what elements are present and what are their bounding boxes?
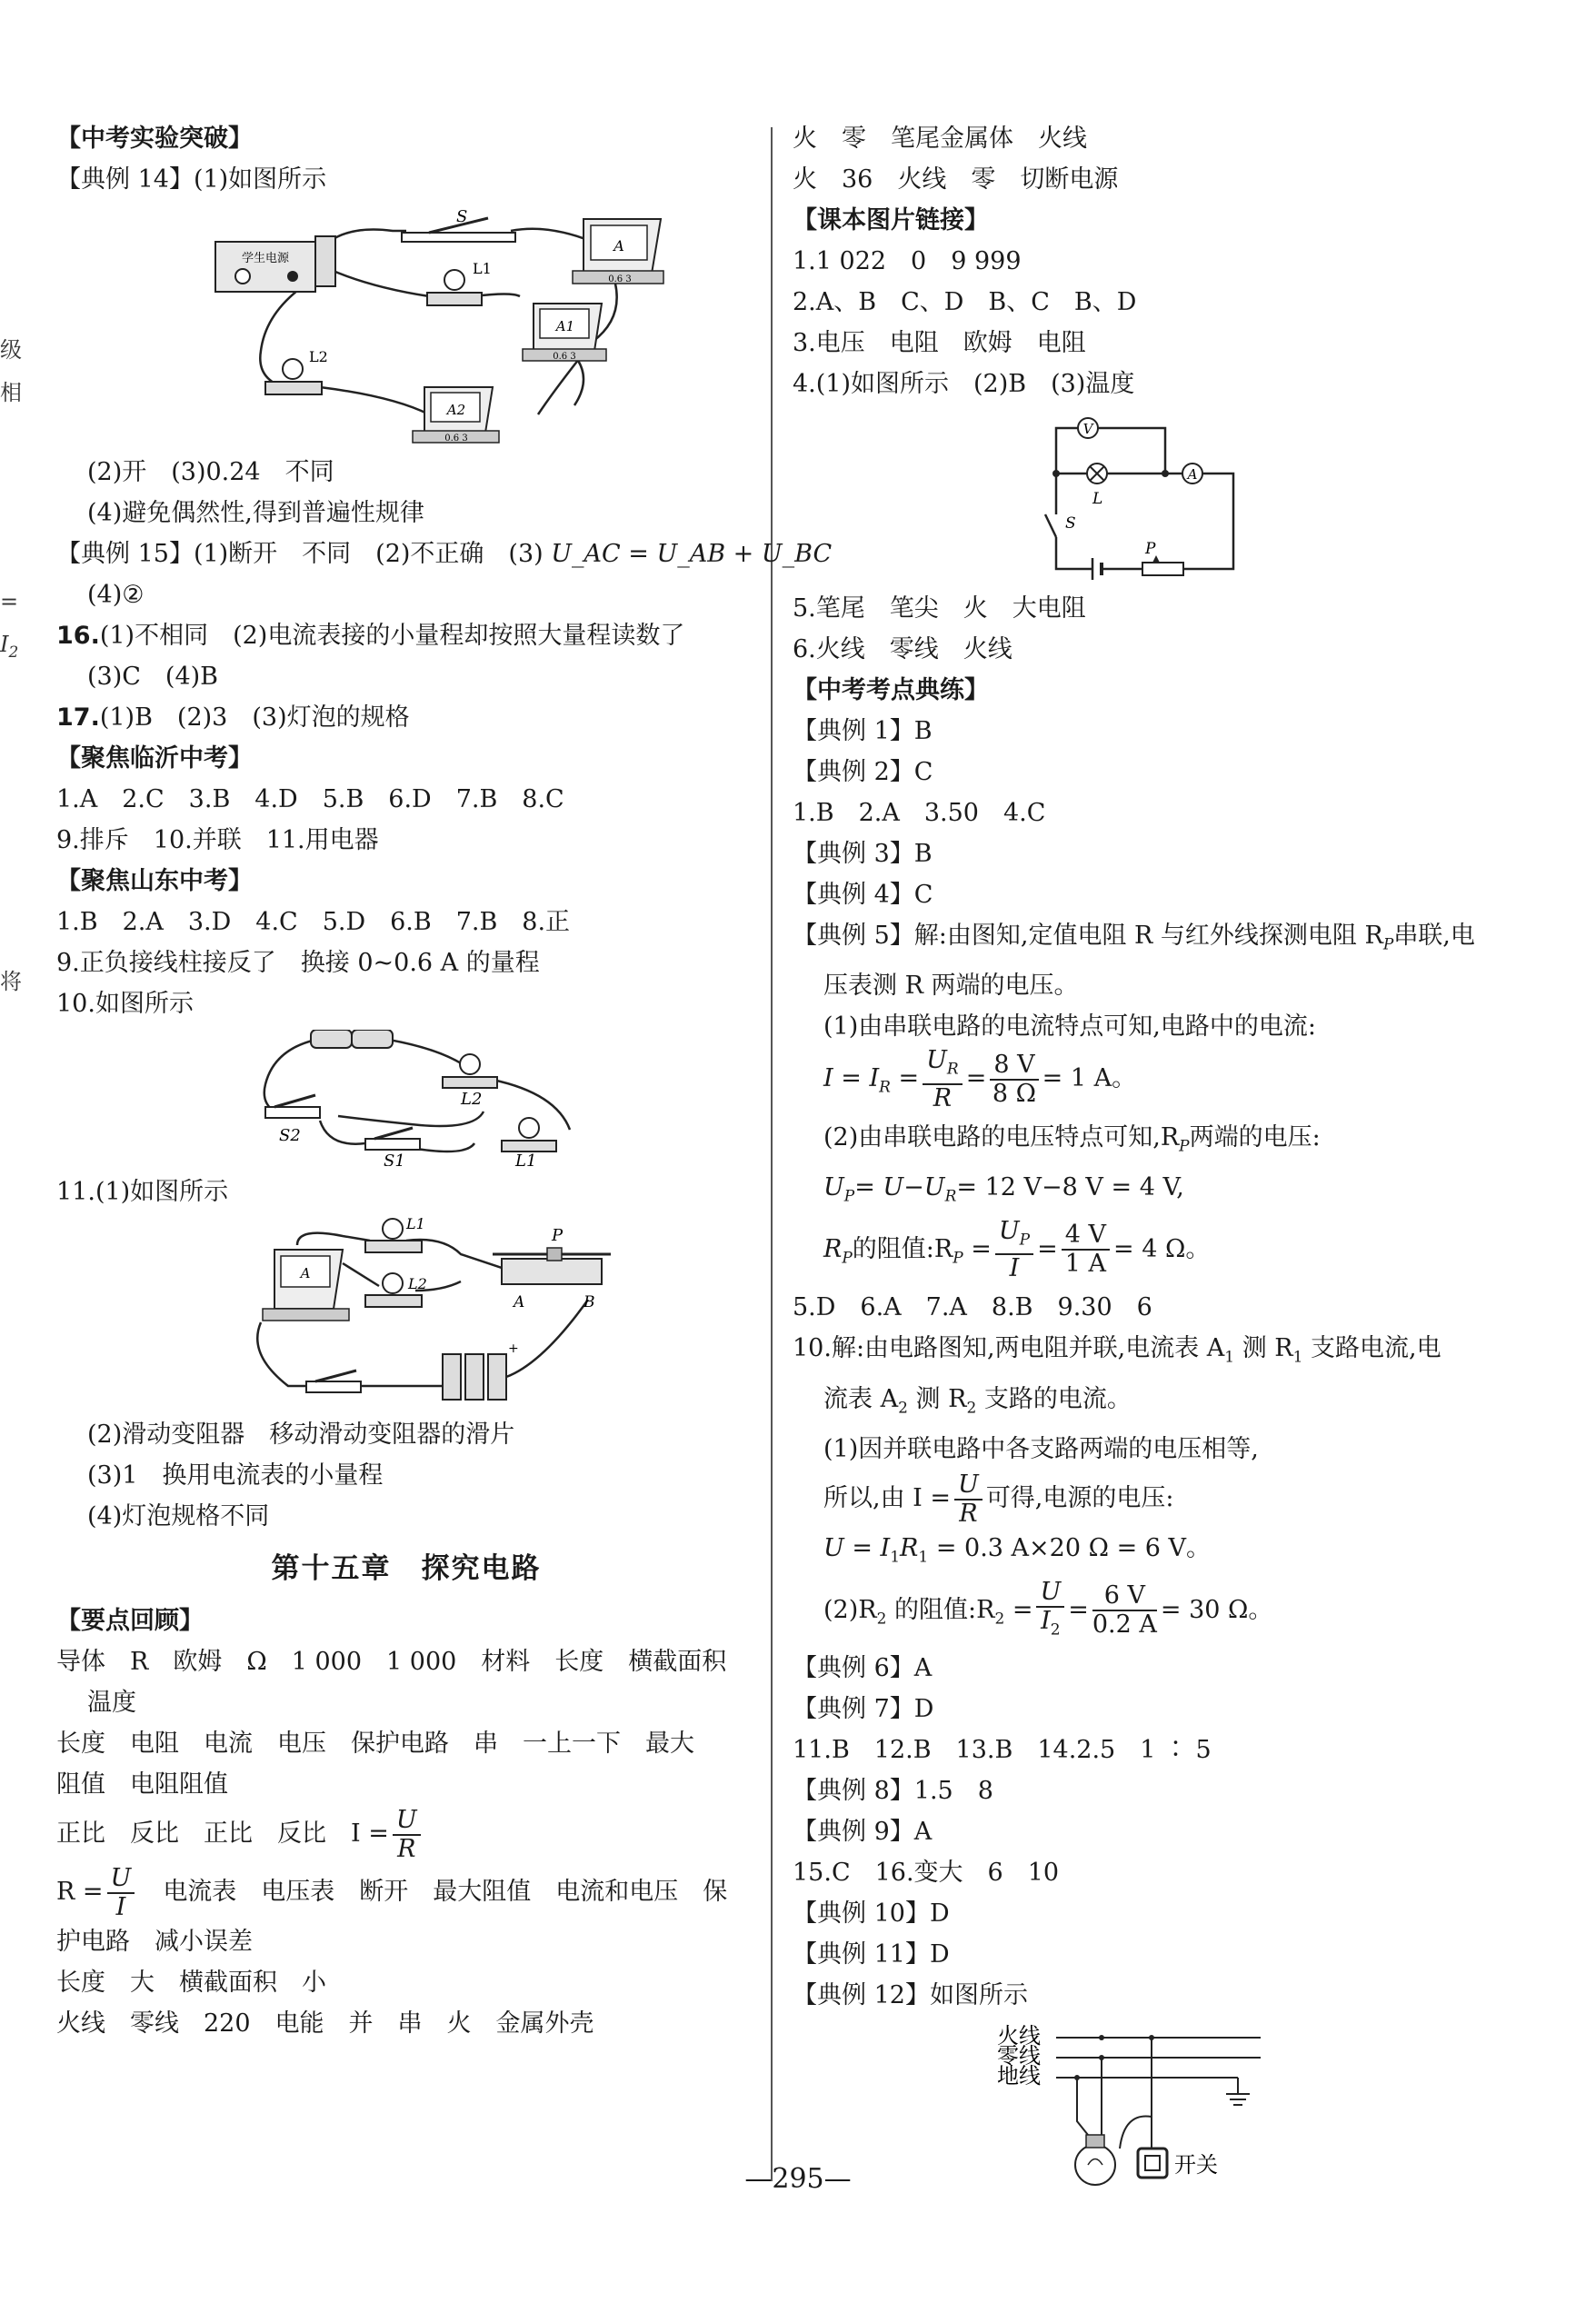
example-15-part4: (4)②: [87, 581, 145, 609]
section-heading-review: 【要点回顾】: [56, 1607, 204, 1635]
example-2: 【典例 2】C: [793, 758, 933, 786]
edge-fragment-2: 相: [0, 380, 22, 405]
example-5-resistance: $R_P$的阻值$:R_P$ = $\frac{U_P}{I}$ = $\frac{4 V}{1 A}$ = 4 Ω。: [823, 1216, 1211, 1283]
fig3-B: B: [584, 1293, 595, 1311]
right-column: [793, 118, 1511, 2208]
column-divider: [771, 127, 773, 2181]
edge-fragment-1: 级: [0, 337, 22, 363]
fig1-scale-1: 0.6 3: [608, 274, 632, 284]
fig1-ammeter-A: A: [613, 237, 624, 254]
example-5-line-3: (1)由串联电路的电流特点可知,电路中的电流:: [823, 1012, 1316, 1042]
example-5-current: $I = I_R$ = $\frac{U_R}{R}$ = $\frac{8 V}{8 \Omega}$ = 1 A。: [823, 1046, 1137, 1112]
review-line-1b: 温度: [87, 1689, 136, 1717]
shandong-answer-10: 10.如图所示: [56, 990, 194, 1018]
fig2-S2: S2: [279, 1126, 301, 1145]
shandong-answers-1: 1.B 2.A 3.D 4.C 5.D 6.B 7.B 8.正: [56, 908, 571, 936]
textbook-3: 3.电压 电阻 欧姆 电阻: [793, 329, 1086, 357]
example-1: 【典例 1】B: [793, 717, 933, 745]
answer-line-r1: 火 零 笔尾金属体 火线: [793, 125, 1087, 153]
fig1-power-label: 学生电源: [241, 252, 290, 265]
example-8: 【典例 8】1.5 8: [793, 1777, 993, 1806]
fig5-neutral-wire: 零线: [997, 2043, 1041, 2069]
resistance-fraction: $\frac{U}{I}$: [107, 1865, 135, 1921]
fig1-ammeter-A2: A2: [446, 402, 466, 418]
fig4-P: P: [1145, 540, 1156, 558]
shandong-answer-11-part4: (4)灯泡规格不同: [87, 1502, 270, 1530]
kvl-formula: U_AC = U_AB + U_BC: [551, 540, 833, 568]
edge-fragment-3: =: [0, 589, 19, 614]
example-5-line-2: 压表测 R 两端的电压。: [823, 972, 1079, 1001]
review-line-2: 长度 电阻 电流 电压 保护电路 串 一上一下 最大: [56, 1730, 694, 1758]
example-11: 【典例 11】D: [793, 1940, 950, 1969]
circuit-figure-q10: [256, 1030, 584, 1166]
question-16-part2: (3)C (4)B: [87, 663, 218, 691]
answers-11-14: 11.B 12.B 13.B 14.2.5 1 ∶ 5: [793, 1736, 1212, 1765]
textbook-2: 2.A、B C、D B、C B、D: [793, 288, 1137, 316]
fig3-P: P: [552, 1226, 564, 1245]
review-line-4: R = $\frac{U}{I}$ 电流表 电压表 断开 最大阻值 电流和电压 保: [56, 1863, 728, 1921]
answer-line-r2: 火 36 火线 零 切断电源: [793, 165, 1119, 194]
edge-fragment-4: $I_2$: [0, 632, 19, 662]
example-10: 【典例 10】D: [793, 1899, 950, 1929]
answers-1-4: 1.B 2.A 3.50 4.C: [793, 799, 1046, 827]
fig3-A: A: [514, 1293, 525, 1311]
shandong-answer-11-part2: (2)滑动变阻器 移动滑动变阻器的滑片: [87, 1421, 515, 1449]
textbook-1: 1.1 022 0 9 999: [793, 247, 1022, 275]
fig1-ammeter-A1: A1: [555, 318, 575, 334]
answers-15-16: 15.C 16.变大 6 10: [793, 1859, 1060, 1888]
fig1-L2-label: L2: [309, 348, 328, 365]
example-14-part2: (2)开 (3)0.24 不同: [87, 458, 334, 486]
left-column: [56, 118, 833, 2044]
question-10-line-3: (1)因并联电路中各支路两端的电压相等,: [823, 1435, 1259, 1464]
example-5-line-4: (2)由串联电路的电压特点可知$,R_P$两端的电压:: [823, 1122, 1321, 1156]
example-7: 【典例 7】D: [793, 1695, 934, 1724]
fig4-V: V: [1082, 421, 1093, 437]
question-10-line-4: 所以,由 I = $\frac{U}{R}$ 可得,电源的电压:: [823, 1470, 1174, 1528]
section-heading-linyi: 【聚焦临沂中考】: [56, 744, 253, 773]
fig2-L2: L2: [461, 1090, 483, 1109]
review-line-1: 导体 R 欧姆 Ω 1 000 1 000 材料 长度 横截面积: [56, 1648, 727, 1676]
chapter-title: 第十五章 探究电路: [271, 1552, 542, 1585]
shandong-answer-9: 9.正负接线柱接反了 换接 0~0.6 A 的量程: [56, 949, 540, 977]
fig5-ground-wire: 地线: [997, 2063, 1041, 2089]
fig2-S1: S1: [384, 1152, 405, 1166]
linyi-answers-1: 1.A 2.C 3.B 4.D 5.B 6.D 7.B 8.C: [56, 785, 564, 813]
ohm-law-fraction: $\frac{U}{R}$: [393, 1807, 421, 1863]
linyi-answers-2: 9.排斥 10.并联 11.用电器: [56, 826, 379, 854]
example-5-line-1: 【典例 5】解:由图知,定值电阻 R 与红外线探测电阻 $R_P$串联,电: [793, 922, 1475, 954]
fig1-L1-label: L1: [473, 260, 492, 277]
fig1-scale-3: 0.6 3: [444, 434, 468, 444]
shandong-answer-11: 11.(1)如图所示: [56, 1178, 229, 1206]
page-number: —295—: [744, 2163, 852, 2195]
circuit-figure-textbook-4: [1038, 410, 1247, 583]
fig2-L1: L1: [515, 1152, 537, 1166]
section-heading-textbook: 【课本图片链接】: [793, 206, 989, 234]
shandong-answer-11-part3: (3)1 换用电流表的小量程: [87, 1461, 384, 1490]
fig3-meter: A: [300, 1265, 311, 1281]
circuit-figure-q11: [243, 1218, 661, 1409]
review-line-6: 火线 零线 220 电能 并 串 火 金属外壳: [56, 2009, 594, 2038]
question-17: 17.(1)B (2)3 (3)灯泡的规格: [56, 703, 410, 732]
section-heading-shandong: 【聚焦山东中考】: [56, 867, 253, 895]
textbook-4: 4.(1)如图所示 (2)B (3)温度: [793, 370, 1135, 398]
fig3-L1: L1: [406, 1218, 425, 1232]
question-10-voltage: $U = I_1R_1 = 0.3$ A×20 Ω = 6 V。: [823, 1534, 1212, 1567]
example-5-voltage: $U_P= U-U_R= 12$ V−8 V = 4 V,: [823, 1173, 1184, 1206]
question-16: 16.(1)不相同 (2)电流表接的小量程却按照大量程读数了: [56, 622, 685, 650]
example-6: 【典例 6】A: [793, 1654, 933, 1683]
fig4-L: L: [1092, 490, 1103, 508]
review-line-5: 长度 大 横截面积 小: [56, 1969, 326, 1997]
circuit-figure-example-14: [211, 205, 720, 446]
section-heading-experiment: 【中考实验突破】: [56, 125, 253, 153]
fig5-live-wire: 火线: [997, 2023, 1041, 2049]
answers-5-9: 5.D 6.A 7.A 8.B 9.30 6: [793, 1293, 1152, 1322]
example-9: 【典例 9】A: [793, 1818, 933, 1847]
example-3: 【典例 3】B: [793, 840, 933, 868]
fig4-S: S: [1065, 514, 1076, 533]
fig1-scale-2: 0.6 3: [553, 352, 576, 362]
textbook-6: 6.火线 零线 火线: [793, 635, 1012, 663]
example-14: 【典例 14】(1)如图所示: [56, 165, 327, 194]
example-12: 【典例 12】如图所示: [793, 1981, 1028, 2010]
fig3-plus: +: [508, 1341, 519, 1356]
review-line-2b: 阻值 电阻阻值: [56, 1770, 228, 1799]
fig1-switch-label: S: [456, 207, 468, 226]
section-heading-practice: 【中考考点典练】: [793, 676, 989, 704]
question-10-line-2: 流表 $A_2$ 测 $R_2$ 支路的电流。: [823, 1384, 1132, 1418]
example-4: 【典例 4】C: [793, 881, 933, 909]
fig4-A: A: [1187, 466, 1198, 483]
question-10-line-1: 10.解:由电路图知,两电阻并联,电流表 $A_1$ 测 $R_1$ 支路电流,电: [793, 1334, 1441, 1367]
review-line-4c: 护电路 减小误差: [56, 1928, 253, 1956]
example-15: 【典例 15】(1)断开 不同 (2)不正确 (3) U_AC = U_AB + U_BC: [56, 540, 833, 568]
edge-fragment-5: 将: [0, 969, 22, 994]
fig3-L2: L2: [408, 1275, 427, 1292]
review-line-3: 正比 反比 正比 反比 I = $\frac{U}{R}$: [56, 1805, 756, 1863]
question-10-resistance: $(2)R_2$ 的阻值$:R_2$ = $\frac{U}{I_2}$ = $\frac{6 V}{0.2 A}$ = 30 Ω。: [823, 1577, 1273, 1640]
example-14-part4: (4)避免偶然性,得到普遍性规律: [87, 499, 424, 527]
textbook-5: 5.笔尾 笔尖 火 大电阻: [793, 594, 1086, 623]
fig5-switch: 开关: [1174, 2152, 1218, 2178]
